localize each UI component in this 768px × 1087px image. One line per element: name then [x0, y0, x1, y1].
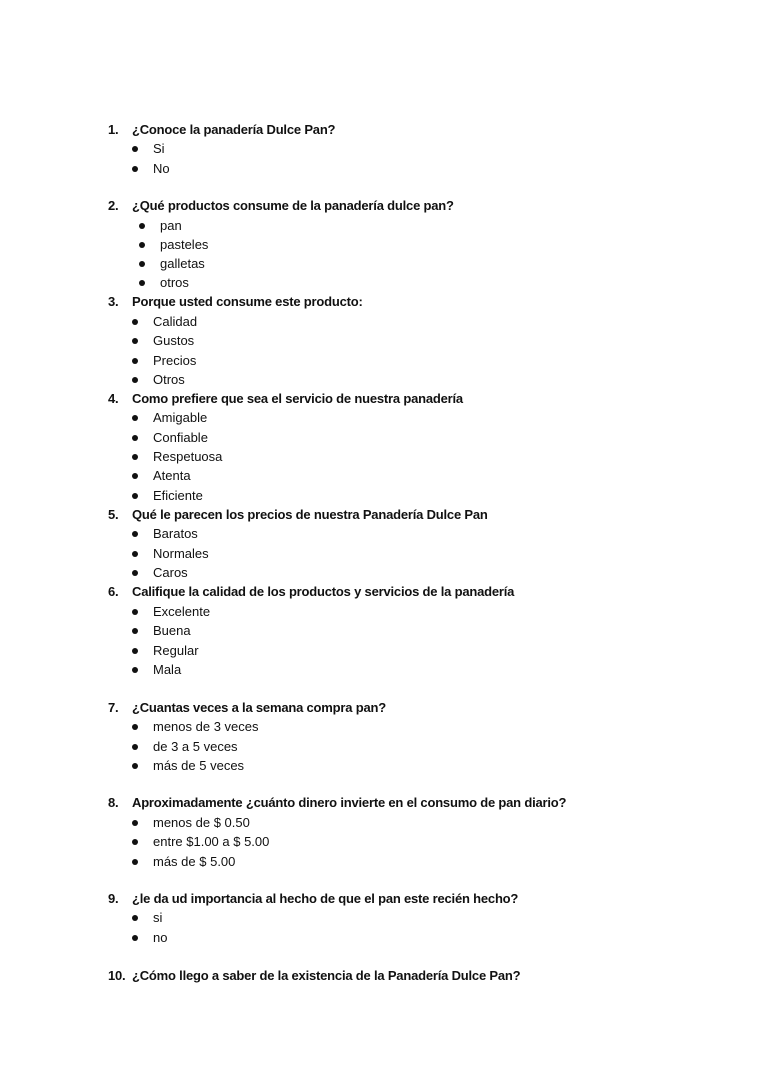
bullet-icon — [132, 435, 138, 441]
option-label: Confiable — [153, 430, 208, 445]
option-label: pasteles — [160, 237, 209, 252]
option-label: Si — [153, 141, 165, 156]
question-10 — [108, 968, 520, 983]
option-item — [132, 930, 167, 945]
option-item — [132, 488, 203, 503]
question-7 — [108, 700, 386, 715]
question-text: Aproximadamente ¿cuánto dinero invierte en el consumo de pan diario? — [132, 795, 567, 810]
bullet-icon — [139, 242, 145, 248]
bullet-icon — [132, 628, 138, 634]
bullet-icon — [132, 493, 138, 499]
option-label: no — [153, 930, 168, 945]
question-text: ¿Cuantas veces a la semana compra pan? — [132, 700, 386, 715]
question-9 — [108, 891, 518, 906]
bullet-icon — [139, 280, 145, 286]
option-label: Baratos — [153, 526, 198, 541]
option-item — [139, 256, 205, 271]
option-label: Buena — [153, 623, 191, 638]
option-label: de 3 a 5 veces — [153, 739, 238, 754]
question-number: 4. — [108, 391, 119, 406]
question-text: Como prefiere que sea el servicio de nuestra panadería — [132, 391, 463, 406]
bullet-icon — [132, 551, 138, 557]
option-label: galletas — [160, 256, 205, 271]
option-label: No — [153, 161, 170, 176]
option-label: menos de 3 veces — [153, 719, 259, 734]
option-item — [132, 854, 235, 869]
bullet-icon — [132, 724, 138, 730]
option-label: más de 5 veces — [153, 758, 245, 773]
option-item — [132, 430, 208, 445]
option-item — [132, 141, 165, 156]
option-label: Excelente — [153, 604, 211, 619]
bullet-icon — [132, 473, 138, 479]
option-label: entre $1.00 a $ 5.00 — [153, 834, 270, 849]
bullet-icon — [132, 609, 138, 615]
question-text: Califique la calidad de los productos y servicios de la panadería — [132, 584, 515, 599]
option-item — [132, 333, 194, 348]
question-text: ¿Cómo llego a saber de la existencia de la Panadería Dulce Pan? — [132, 968, 521, 983]
option-item — [132, 739, 238, 754]
question-2 — [108, 198, 454, 213]
option-label: Caros — [153, 565, 188, 580]
question-6 — [108, 584, 514, 599]
bullet-icon — [139, 223, 145, 229]
option-label: Precios — [153, 353, 197, 368]
question-8 — [108, 795, 566, 810]
option-item — [132, 910, 162, 925]
question-number: 1. — [108, 122, 119, 137]
bullet-icon — [132, 744, 138, 750]
bullet-icon — [132, 415, 138, 421]
option-item — [132, 565, 188, 580]
question-5 — [108, 507, 488, 522]
bullet-icon — [132, 839, 138, 845]
question-3 — [108, 294, 363, 309]
option-item — [132, 719, 259, 734]
question-number: 2. — [108, 198, 119, 213]
option-label: Eficiente — [153, 488, 203, 503]
question-number: 9. — [108, 891, 119, 906]
bullet-icon — [132, 338, 138, 344]
question-number: 6. — [108, 584, 119, 599]
option-item — [132, 410, 207, 425]
bullet-icon — [132, 531, 138, 537]
bullet-icon — [132, 166, 138, 172]
option-label: Atenta — [153, 468, 191, 483]
bullet-icon — [132, 146, 138, 152]
question-text: ¿Qué productos consume de la panadería dulce pan? — [132, 198, 454, 213]
bullet-icon — [132, 570, 138, 576]
option-item — [132, 161, 170, 176]
bullet-icon — [132, 319, 138, 325]
option-label: Normales — [153, 546, 209, 561]
option-item — [132, 662, 181, 677]
option-label: más de $ 5.00 — [153, 854, 236, 869]
bullet-icon — [139, 261, 145, 267]
option-item — [132, 834, 269, 849]
option-item — [132, 526, 198, 541]
option-label: Respetuosa — [153, 449, 223, 464]
option-label: pan — [160, 218, 182, 233]
option-item — [132, 623, 191, 638]
bullet-icon — [132, 820, 138, 826]
bullet-icon — [132, 915, 138, 921]
option-item — [139, 275, 189, 290]
bullet-icon — [132, 667, 138, 673]
question-number: 3. — [108, 294, 119, 309]
option-label: otros — [160, 275, 189, 290]
option-label: Amigable — [153, 410, 208, 425]
question-number: 5. — [108, 507, 119, 522]
bullet-icon — [132, 358, 138, 364]
question-number: 8. — [108, 795, 119, 810]
option-item — [132, 449, 222, 464]
option-item — [132, 468, 191, 483]
option-label: Calidad — [153, 314, 198, 329]
option-item — [132, 314, 197, 329]
option-label: menos de $ 0.50 — [153, 815, 250, 830]
option-item — [132, 372, 185, 387]
question-number: 10. — [108, 968, 126, 983]
question-text: ¿Conoce la panadería Dulce Pan? — [132, 122, 336, 137]
option-item — [139, 218, 182, 233]
bullet-icon — [132, 763, 138, 769]
option-label: Gustos — [153, 333, 195, 348]
option-label: Regular — [153, 643, 199, 658]
option-item — [132, 546, 209, 561]
question-text: Qué le parecen los precios de nuestra Panadería Dulce Pan — [132, 507, 488, 522]
option-item — [132, 643, 199, 658]
option-label: Otros — [153, 372, 185, 387]
option-label: si — [153, 910, 163, 925]
option-item — [132, 815, 250, 830]
question-text: ¿le da ud importancia al hecho de que el pan este recién hecho? — [132, 891, 519, 906]
question-number: 7. — [108, 700, 119, 715]
question-4 — [108, 391, 463, 406]
bullet-icon — [132, 454, 138, 460]
option-item — [139, 237, 208, 252]
question-1 — [108, 122, 335, 137]
option-label: Mala — [153, 662, 182, 677]
option-item — [132, 758, 244, 773]
bullet-icon — [132, 377, 138, 383]
bullet-icon — [132, 935, 138, 941]
option-item — [132, 353, 196, 368]
bullet-icon — [132, 648, 138, 654]
option-item — [132, 604, 210, 619]
question-text: Porque usted consume este producto: — [132, 294, 363, 309]
bullet-icon — [132, 859, 138, 865]
